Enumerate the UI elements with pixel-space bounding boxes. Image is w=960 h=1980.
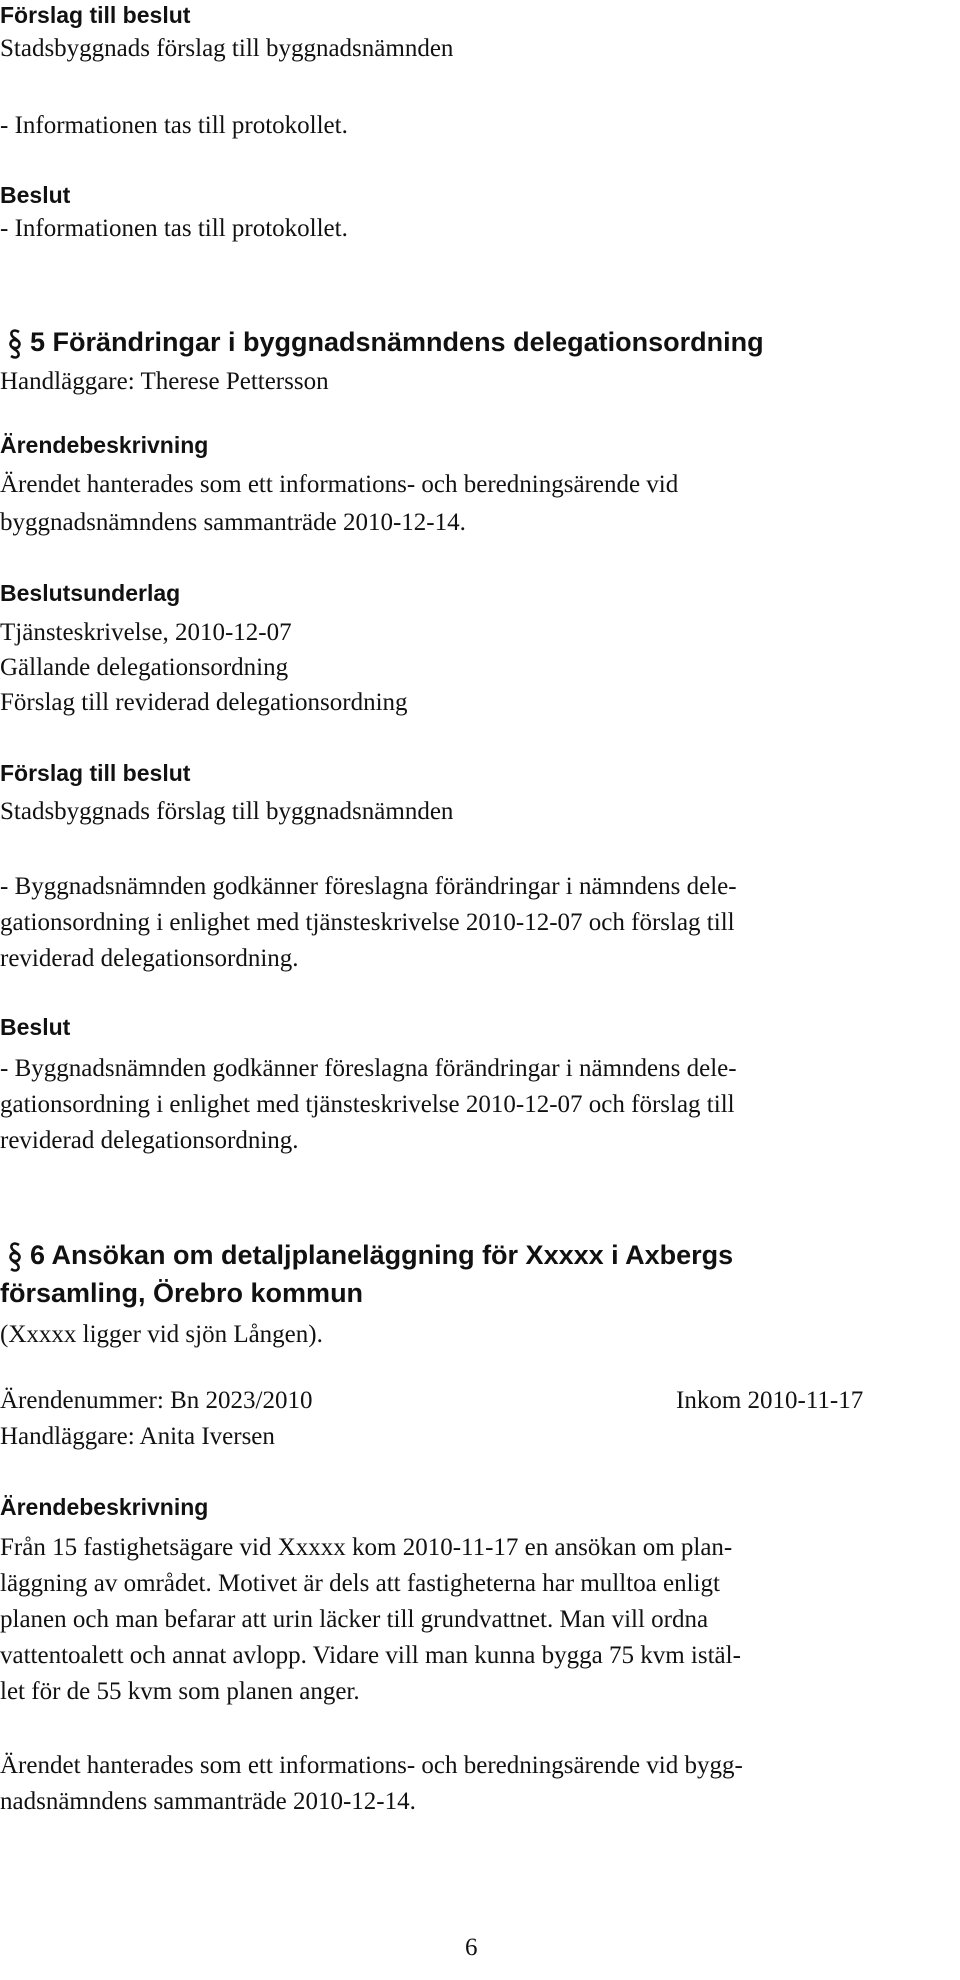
- section-5-basis-item: Tjänsteskrivelse, 2010-12-07: [0, 619, 292, 646]
- section-5-proposal-heading: Förslag till beslut: [0, 760, 191, 786]
- proposal-by: Stadsbyggnads förslag till byggnadsnämnden: [0, 35, 454, 62]
- section-6-handler: Handläggare: Anita Iversen: [0, 1423, 275, 1450]
- section-5-proposal-line: - Byggnadsnämnden godkänner föreslagna förändringar i nämndens dele-: [0, 873, 737, 900]
- section-5-basis-item: Gällande delegationsordning: [0, 654, 289, 681]
- section-5-basis-heading: Beslutsunderlag: [0, 580, 181, 606]
- section-6-title-line2: församling, Örebro kommun: [0, 1278, 364, 1308]
- decision-text: - Informationen tas till protokollet.: [0, 215, 348, 242]
- section-5-handler: Handläggare: Therese Pettersson: [0, 368, 329, 395]
- section-mark-icon: [8, 1242, 20, 1272]
- section-6-desc-line: vattentoalett och annat avlopp. Vidare vill man kunna bygga 75 kvm istäl-: [0, 1642, 741, 1669]
- page-number: 6: [465, 1934, 478, 1961]
- section-5-proposal-line: reviderad delegationsordning.: [0, 945, 299, 972]
- section-5-decision-line: - Byggnadsnämnden godkänner föreslagna förändringar i nämndens dele-: [0, 1055, 737, 1082]
- proposal-text: - Informationen tas till protokollet.: [0, 112, 348, 139]
- section-5-desc-heading: Ärendebeskrivning: [0, 432, 209, 458]
- section-6-title-line1: 6 Ansökan om detaljplaneläggning för Xxxxx i Axbergs: [30, 1240, 734, 1270]
- section-5-desc-line: byggnadsnämndens sammanträde 2010-12-14.: [0, 509, 466, 536]
- section-6-desc-line: let för de 55 kvm som planen anger.: [0, 1678, 360, 1705]
- section-5-decision-heading: Beslut: [0, 1014, 71, 1040]
- section-5-proposal-by: Stadsbyggnads förslag till byggnadsnämnden: [0, 798, 454, 825]
- section-6-desc-line: planen och man befarar att urin läcker till grundvattnet. Man vill ordna: [0, 1606, 709, 1633]
- section-6-received: Inkom 2010-11-17: [676, 1387, 864, 1414]
- section-6-desc-line: läggning av området. Motivet är dels att fastigheterna har mulltoa enligt: [0, 1570, 720, 1597]
- section-5-proposal-line: gationsordning i enlighet med tjänsteskrivelse 2010-12-07 och förslag till: [0, 909, 735, 936]
- section-5-desc-line: Ärendet hanterades som ett informations- och beredningsärende vid: [0, 471, 679, 498]
- section-6-case-number: Ärendenummer: Bn 2023/2010: [0, 1387, 313, 1414]
- section-6-note: (Xxxxx ligger vid sjön Lången).: [0, 1321, 323, 1348]
- section-6-desc-heading: Ärendebeskrivning: [0, 1494, 209, 1520]
- section-6-handled-line: nadsnämndens sammanträde 2010-12-14.: [0, 1788, 416, 1815]
- section-5-basis-item: Förslag till reviderad delegationsordning: [0, 689, 408, 716]
- section-6-desc-line: Från 15 fastighetsägare vid Xxxxx kom 2010-11-17 en ansökan om plan-: [0, 1534, 733, 1561]
- section-5-title: 5 Förändringar i byggnadsnämndens delegationsordning: [30, 327, 764, 357]
- section-mark-icon: [8, 329, 20, 359]
- section-5-decision-line: gationsordning i enlighet med tjänsteskrivelse 2010-12-07 och förslag till: [0, 1091, 735, 1118]
- section-5-decision-line: reviderad delegationsordning.: [0, 1127, 299, 1154]
- decision-heading: Beslut: [0, 182, 71, 208]
- section-6-handled-line: Ärendet hanterades som ett informations- och beredningsärende vid bygg-: [0, 1752, 743, 1779]
- proposal-heading: Förslag till beslut: [0, 2, 191, 28]
